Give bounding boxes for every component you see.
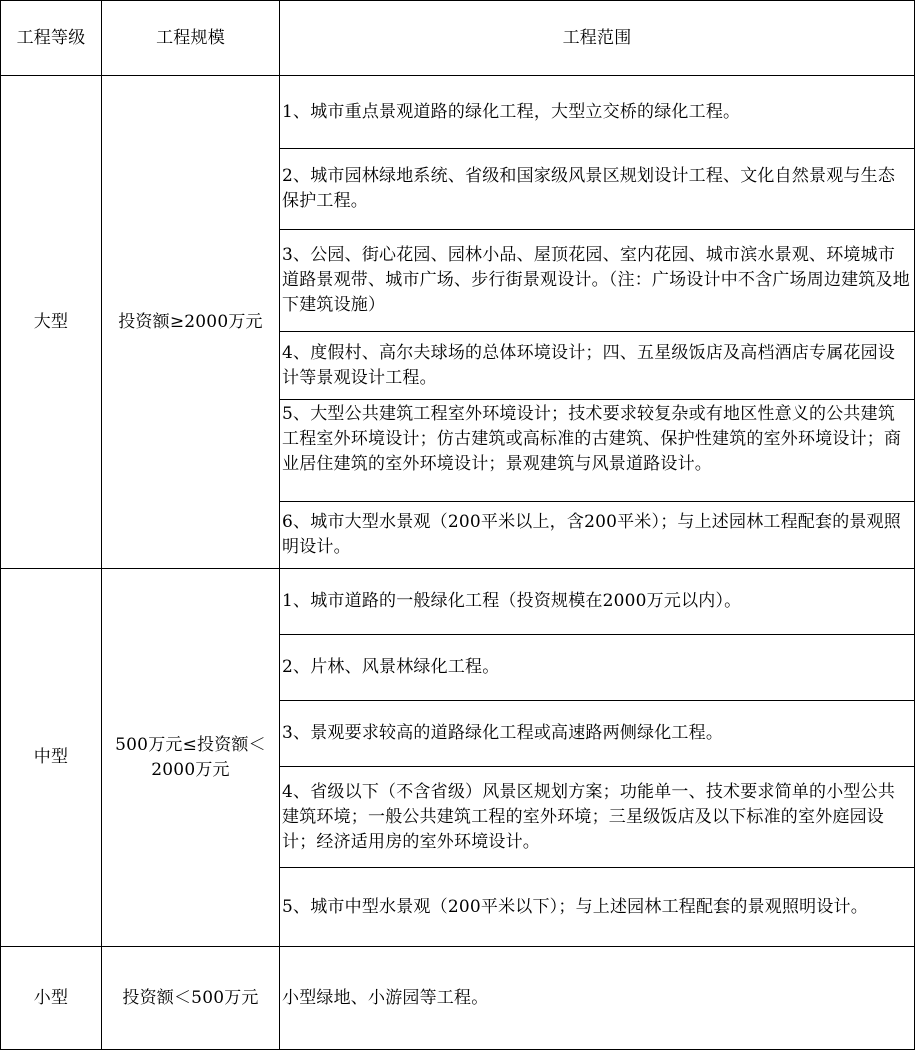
large-scope-item: 6、城市大型水景观（200平米以上，含200平米）；与上述园林工程配套的景观照明设计。 <box>282 512 902 557</box>
large-scope-item: 3、公园、街心花园、园林小品、屋顶花园、室内花园、城市滨水景观、环境城市道路景观带、城市广场、步行街景观设计。（注：广场设计中不含广场周边建筑及地下建筑设施） <box>282 245 910 315</box>
large-scale: 投资额≥2000万元 <box>118 311 263 332</box>
header-level: 工程等级 <box>16 27 86 48</box>
large-scope-item: 1、城市重点景观道路的绿化工程，大型立交桥的绿化工程。 <box>282 101 741 122</box>
large-scope-item: 2、城市园林绿地系统、省级和国家级风景区规划设计工程、文化自然景观与生态保护工程。 <box>282 166 896 211</box>
medium-scope-item: 3、景观要求较高的道路绿化工程或高速路两侧绿化工程。 <box>282 723 724 743</box>
medium-scope-item: 5、城市中型水景观（200平米以下）；与上述园林工程配套的景观照明设计。 <box>282 896 868 917</box>
medium-scope-item: 4、省级以下（不含省级）风景区规划方案；功能单一、技术要求简单的小型公共建筑环境；一般公共建筑工程的室外环境；三星级饭店及以下标准的室外庭园设计；经济适用房的室外环境设计。 <box>282 781 896 852</box>
header-scope: 工程范围 <box>562 27 632 48</box>
small-level: 小型 <box>33 987 69 1008</box>
medium-level: 中型 <box>33 747 69 767</box>
header-scale: 工程规模 <box>156 27 225 48</box>
column-divider <box>279 0 280 1050</box>
medium-scope-item: 1、城市道路的一般绿化工程（投资规模在2000万元以内）。 <box>282 591 742 611</box>
small-scope-item: 小型绿地、小游园等工程。 <box>282 987 489 1008</box>
large-level: 大型 <box>33 311 69 332</box>
medium-scale: 500万元≤投资额＜2000万元 <box>115 734 266 780</box>
medium-scope-item: 2、片林、风景林绿化工程。 <box>282 657 500 677</box>
small-scale: 投资额＜500万元 <box>122 987 259 1008</box>
large-scope-item: 5、大型公共建筑工程室外环境设计；技术要求较复杂或有地区性意义的公共建筑工程室外环境设计；仿古建筑或高标准的古建筑、保护性建筑的室外环境设计；商业居住建筑的室外环境设计；景观建筑与风景道路设计。 <box>282 404 902 474</box>
large-scope-item: 4、度假村、高尔夫球场的总体环境设计；四、五星级饭店及高档酒店专属花园设计等景观设计工程。 <box>282 342 896 388</box>
